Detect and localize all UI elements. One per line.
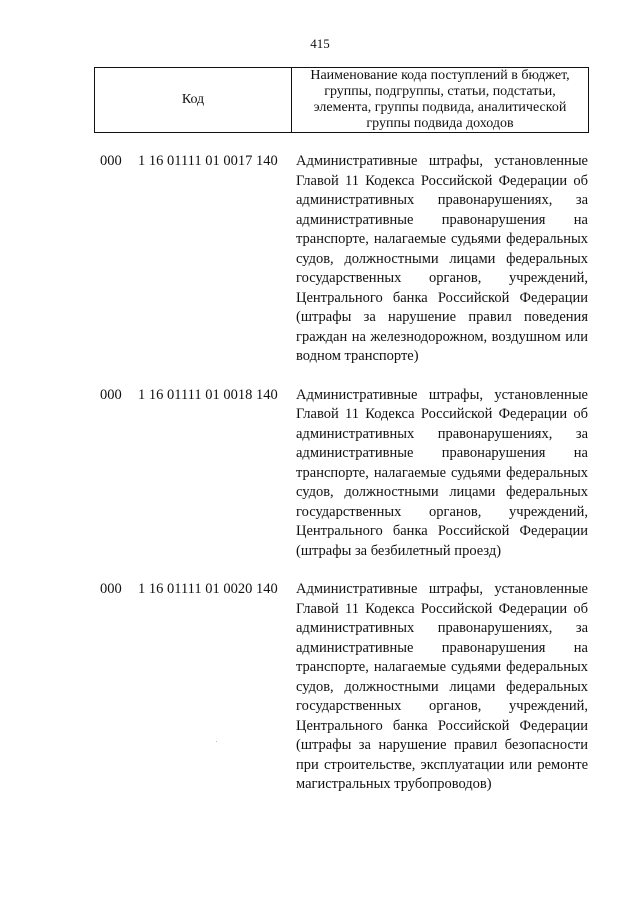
revenue-code-entry: [0, 152, 640, 367]
revenue-code-list: [0, 152, 640, 795]
admin-code: 000: [100, 581, 122, 597]
admin-code: 000: [100, 153, 122, 169]
header-code-cell: Код: [95, 68, 292, 132]
header-name-cell: Наименование кода поступлений в бюджет, группы, подгруппы, статьи, подстатьи, элемента, группы подвида, аналитической группы подвида доходов: [310, 68, 570, 131]
column-header-table: [94, 67, 589, 133]
revenue-code: 1 16 01111 01 0020 140: [138, 581, 278, 597]
revenue-code-description: Административные штрафы, установленные Главой 11 Кодекса Российской Федерации об административных правонарушениях, за административные правонарушения на транспорте, налагаемые судьями федеральных судов, должностными лицами федеральных государственных органов, учреждений, Центрального банка Российской Федерации (штрафы за безбилетный проезд): [296, 386, 588, 559]
revenue-code-description: Административные штрафы, установленные Главой 11 Кодекса Российской Федерации об административных правонарушениях, за административные правонарушения на транспорте, налагаемые судьями федеральных судов, должностными лицами федеральных государственных органов, учреждений, Центрального банка Российской Федерации (штрафы за нарушение правил безопасности при строительстве, эксплуатации или ремонте магистральных трубопроводов): [296, 581, 588, 792]
revenue-code-entry: [0, 580, 640, 795]
admin-code: 000: [100, 386, 122, 403]
revenue-code: 1 16 01111 01 0018 140: [138, 386, 278, 403]
page-number: 415: [310, 36, 330, 51]
revenue-code-entry: [0, 386, 640, 562]
revenue-code-description: Административные штрафы, установленные Главой 11 Кодекса Российской Федерации об административных правонарушениях, за административные правонарушения на транспорте, налагаемые судьями федеральных судов, должностными лицами федеральных государственных органов, учреждений, Центрального банка Российской Федерации (штрафы за нарушение правил поведения граждан на железнодорожном, воздушном или водном транспорте): [296, 153, 588, 364]
scan-speck: [216, 741, 217, 742]
revenue-code: 1 16 01111 01 0017 140: [138, 153, 278, 169]
